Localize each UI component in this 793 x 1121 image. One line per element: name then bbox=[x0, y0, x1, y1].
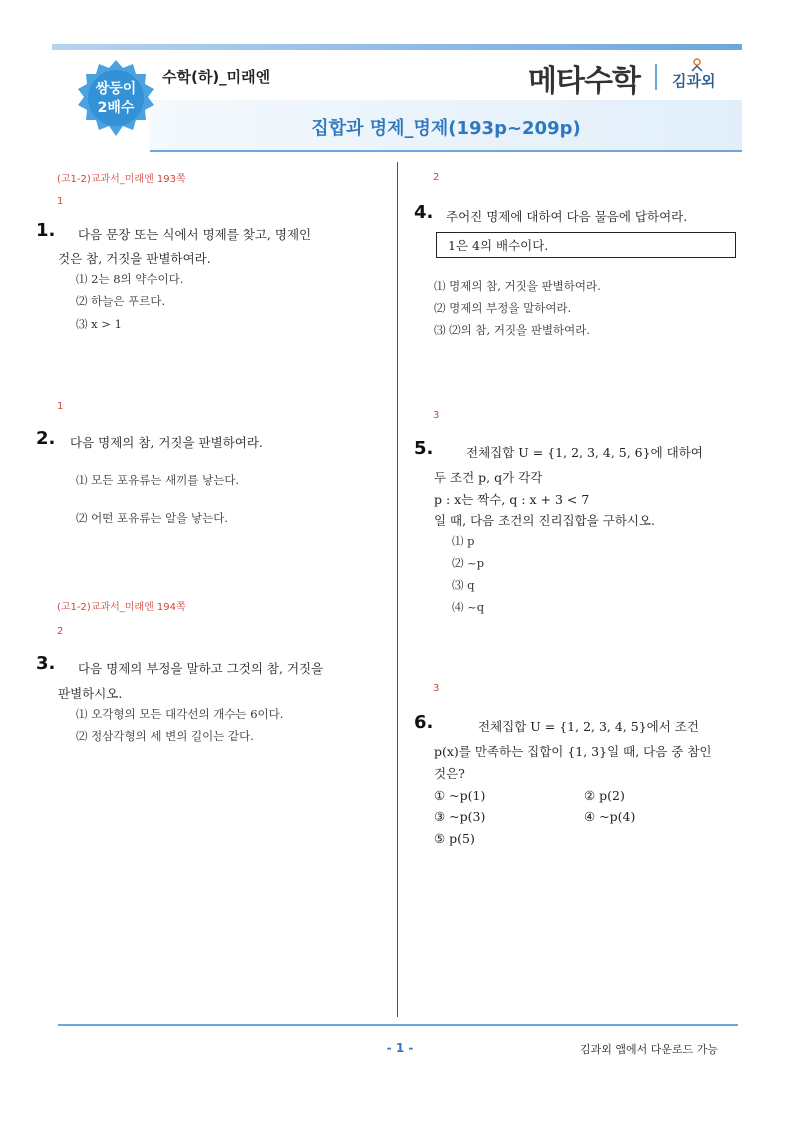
question-number: 4. bbox=[414, 202, 434, 223]
sub-item: ⑵ 정삼각형의 세 변의 길이는 같다. bbox=[76, 729, 254, 743]
column-divider bbox=[397, 162, 398, 1017]
difficulty-level: 2 bbox=[433, 172, 440, 183]
sub-item: ⑴ p bbox=[452, 534, 475, 548]
difficulty-level: 1 bbox=[57, 401, 64, 412]
source-label: (고1-2)교과서_미래엔 194쪽 bbox=[57, 602, 186, 613]
badge-line2: 2배수 bbox=[97, 100, 135, 116]
question-number: 3. bbox=[36, 653, 56, 674]
top-band bbox=[52, 44, 742, 50]
sub-item: ⑴ 모든 포유류는 새끼를 낳는다. bbox=[76, 473, 240, 487]
subject-label: 수학(하)_미래엔 bbox=[162, 68, 271, 86]
difficulty-level: 1 bbox=[57, 196, 64, 207]
question-text: 다음 명제의 참, 거짓을 판별하여라. bbox=[70, 435, 263, 450]
sub-item: ⑶ x > 1 bbox=[76, 317, 122, 331]
sub-item: ⑵ 어떤 포유류는 알을 낳는다. bbox=[76, 511, 228, 525]
sub-item: ⑴ 2는 8의 약수이다. bbox=[76, 272, 184, 286]
question-text: 두 조건 p, q가 각각 bbox=[434, 470, 543, 485]
question-text: 주어진 명제에 대하여 다음 물음에 답하여라. bbox=[446, 209, 688, 224]
condition-text: p : x는 짝수, q : x + 3 < 7 bbox=[434, 492, 590, 507]
question-text: 다음 문장 또는 식에서 명제를 찾고, 명제인 bbox=[78, 227, 312, 242]
footer-line bbox=[58, 1024, 738, 1026]
brand2-logo: 김과외 bbox=[672, 72, 716, 90]
answer-choice: ② p(2) bbox=[584, 788, 625, 803]
answer-choice: ① ~p(1) bbox=[434, 788, 486, 803]
page-number: - 1 - bbox=[386, 1041, 414, 1055]
question-text: 일 때, 다음 조건의 진리집합을 구하시오. bbox=[434, 513, 656, 528]
sub-item: ⑵ ~p bbox=[452, 556, 485, 570]
question-text: 판별하시오. bbox=[58, 686, 123, 701]
sub-item: ⑴ 오각형의 모든 대각선의 개수는 6이다. bbox=[76, 707, 284, 721]
answer-choice: ⑤ p(5) bbox=[434, 831, 475, 846]
sub-item: ⑵ 명제의 부정을 말하여라. bbox=[434, 301, 572, 315]
sub-item: ⑷ ~q bbox=[452, 600, 485, 614]
badge-line1: 쌍둥이 bbox=[95, 81, 137, 97]
question-number: 6. bbox=[414, 712, 434, 733]
sub-item: ⑶ q bbox=[452, 578, 475, 592]
answer-choice: ③ ~p(3) bbox=[434, 809, 486, 824]
badge-label bbox=[74, 80, 158, 118]
page-title: 집합과 명제_명제(193p~209p) bbox=[311, 118, 581, 139]
question-text: 다음 명제의 부정을 말하고 그것의 참, 거짓을 bbox=[78, 661, 324, 676]
question-number: 2. bbox=[36, 428, 56, 449]
question-text: p(x)를 만족하는 집합이 {1, 3}일 때, 다음 중 참인 bbox=[434, 744, 712, 759]
sub-item: ⑵ 하늘은 푸르다. bbox=[76, 294, 166, 308]
question-text: 것은? bbox=[434, 766, 465, 781]
question-text: 전체집합 U = {1, 2, 3, 4, 5, 6}에 대하여 bbox=[466, 445, 703, 460]
answer-choice: ④ ~p(4) bbox=[584, 809, 636, 824]
source-label: (고1-2)교과서_미래엔 193쪽 bbox=[57, 174, 186, 185]
difficulty-level: 3 bbox=[433, 410, 440, 421]
difficulty-level: 3 bbox=[433, 683, 440, 694]
sub-item: ⑴ 명제의 참, 거짓을 판별하여라. bbox=[434, 279, 601, 293]
difficulty-level: 2 bbox=[57, 626, 64, 637]
question-number: 5. bbox=[414, 438, 434, 459]
footer-note: 김과외 앱에서 다운로드 가능 bbox=[580, 1043, 719, 1056]
question-text: 전체집합 U = {1, 2, 3, 4, 5}에서 조건 bbox=[478, 719, 699, 734]
question-number: 1. bbox=[36, 220, 56, 241]
sub-item: ⑶ ⑵의 참, 거짓을 판별하여라. bbox=[434, 323, 591, 337]
question-text: 것은 참, 거짓을 판별하여라. bbox=[58, 251, 211, 266]
brand-divider bbox=[655, 64, 657, 90]
brand-logo: 메타수학 bbox=[528, 64, 640, 99]
proposition-text: 1은 4의 배수이다. bbox=[448, 238, 549, 253]
